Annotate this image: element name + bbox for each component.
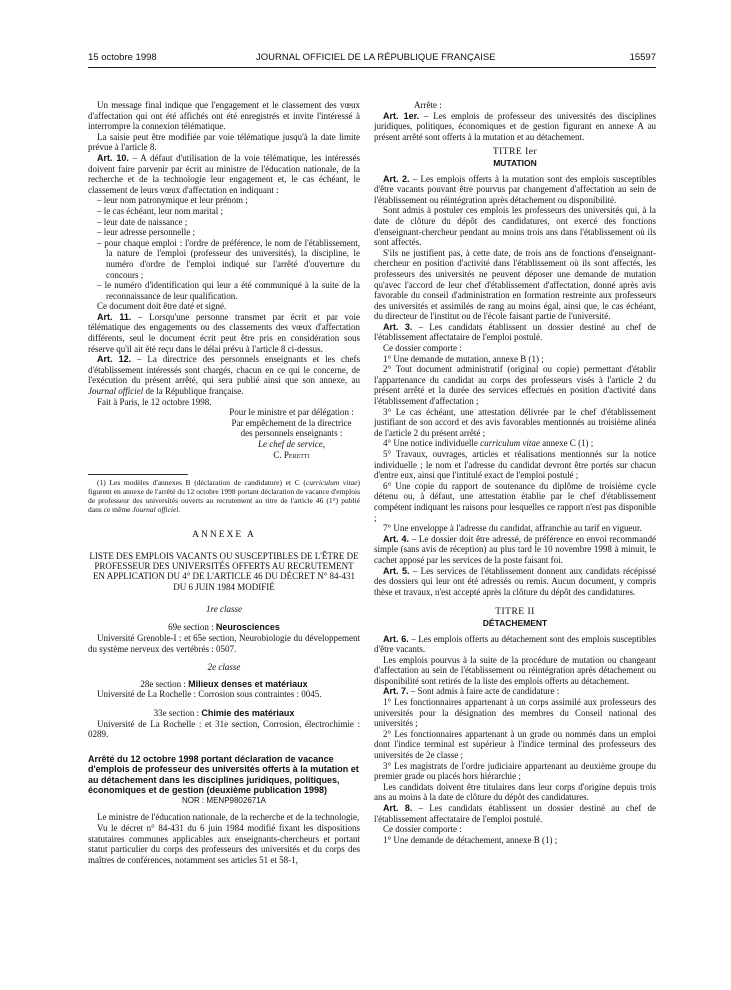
- list-item-cv: curriculum vitae: [480, 438, 540, 449]
- article-5: [374, 566, 656, 598]
- arrete-title: Arrêté du 12 octobre 1998 portant déclaration de vacance d'emplois de professeur des universités offerts à la mutation et au détachement dans les disciplines juridiques, politiques, économiques et de gestion (deuxième publication 1998): [88, 753, 359, 796]
- list-item: 5° Travaux, ouvrages, articles et réalisations mentionnés sur la notice individuelle ; le nom et l'adresse du candidat devront être portés sur chacun d'entre eux, ainsi que l'intitulé exact de l'emploi postulé ;: [374, 449, 656, 481]
- article-number: Art. 7.: [383, 686, 409, 697]
- paragraph: Ce document doit être daté et signé.: [97, 301, 227, 312]
- article-6: [374, 634, 656, 655]
- signature-title: Le chef de service,: [258, 439, 325, 449]
- article-text: – Lorsqu'une personne transmet par écrit et par voie télématique des engagements ou des classements des vœux d'affectation différents, seul le document écrit peut être pris en considération sous réserve qu'il ait été reçu dans le délai prévu à l'article 8 ci-dessus.: [88, 311, 360, 354]
- article-text: – Les emplois offerts à la mutation sont des emplois susceptibles d'être vacants pouvant être pourvus par changement d'affectation au sein de l'établissement ou réintégration après détachement ou disponibilité.: [374, 173, 657, 205]
- article-text: – Les emplois de professeur des universités des disciplines juridiques, politiques, économiques et de gestion figurant en annexe A au présent arrêté sont offerts à la mutation et au détachement.: [374, 110, 656, 142]
- list-item: 7° Une enveloppe à l'adresse du candidat, affranchie au tarif en vigueur.: [383, 523, 642, 534]
- signature-line: des personnels enseignants :: [240, 428, 343, 439]
- header-journal: JOURNAL OFFICIEL DE LA RÉPUBLIQUE FRANÇAISE: [256, 52, 496, 63]
- journal-officiel-ref: Journal officiel: [88, 386, 144, 397]
- paragraph: La saisie peut être modifiée par voie télématique jusqu'à la date limite prévue à l'article 8.: [88, 131, 360, 153]
- section-entry: Université de La Rochelle : Corrosion sous contraintes : 0045.: [97, 689, 322, 700]
- list-item: – leur date de naissance ;: [97, 216, 188, 227]
- list-item-text: 4° Une notice individuelle: [383, 438, 481, 449]
- section-entry: Université Grenoble-I : et 65e section, Neurobiologie du développement du système nerveux des vertébrés : 0507.: [88, 632, 360, 654]
- footnote-rule: [88, 474, 188, 475]
- signature-line: Pour le ministre et par délégation :: [229, 407, 354, 418]
- article-text: – Le dossier doit être adressé, de préférence en envoi recommandé simple (sans avis de réception) au plus tard le 10 novembre 1998 à minuit, le cachet apposé par les services de la poste faisant foi.: [374, 533, 657, 565]
- article-number: Art. 10.: [97, 152, 129, 163]
- section-number: 69e section :: [168, 622, 216, 633]
- article-text: – Les candidats établissent un dossier destiné au chef de l'établissement affectataire de l'emploi postulé.: [374, 321, 656, 343]
- paragraph: Le ministre de l'éducation nationale, de la recherche et de la technologie,: [97, 812, 360, 823]
- signature-name: C. Peretti: [273, 449, 310, 460]
- article-12: [88, 354, 360, 396]
- article-number: Art. 5.: [383, 565, 410, 576]
- footnote: [88, 479, 360, 514]
- nor-reference: NOR : MENP9802671A: [181, 795, 267, 805]
- list-item-text: annexe C (1) ;: [539, 438, 594, 449]
- section-name: Milieux denses et matériaux: [188, 678, 308, 689]
- annexe-heading: LISTE DES EMPLOIS VACANTS OU SUSCEPTIBLES DE L'ÊTRE DE PROFESSEUR DES UNIVERSITÉS OFFERTS AU RECRUTEMENT EN APPLICATION DU 4° DE L'ARTICLE 46 DU DÉCRET N° 84-431 DU 6 JUIN 1984 MODIFIÉ: [89, 550, 359, 592]
- list-item: 3° Les magistrats de l'ordre judiciaire appartenant au deuxième groupe du premier grade ou placés hors hiérarchie ;: [374, 760, 656, 782]
- header-date: 15 octobre 1998: [88, 52, 157, 63]
- article-text: – Les candidats établissent un dossier destiné au chef de l'établissement affectataire de l'emploi postulé.: [374, 803, 656, 824]
- article-number: Art. 3.: [383, 321, 413, 332]
- left-column: [88, 100, 360, 865]
- list-item: – pour chaque emploi : l'ordre de préférence, le nom de l'établissement, la nature de l'emploi (professeur des universités), la discipline, le numéro d'ordre de l'emploi indiqué sur l'arrêté d'ouverture du concours ;: [97, 237, 360, 280]
- page-header: [88, 52, 656, 66]
- list-item: 1° Les fonctionnaires appartenant à un corps assimilé aux professeurs des universités pour la désignation des membres du Conseil national des universités ;: [374, 697, 656, 729]
- section-heading: [88, 679, 360, 690]
- arrete-word: Arrête :: [414, 100, 442, 110]
- article-text: – Les emplois offerts au détachement sont des emplois susceptibles d'être vacants.: [374, 633, 657, 655]
- article-number: Art. 8.: [383, 803, 413, 813]
- article-8: [374, 803, 656, 824]
- article-number: Art. 4.: [383, 533, 409, 544]
- right-column: [374, 100, 656, 845]
- classe-heading: 1re classe: [206, 603, 242, 614]
- article-text: – Sont admis à faire acte de candidature :: [408, 686, 560, 697]
- article-2: [374, 174, 656, 206]
- section-name: Neurosciences: [215, 622, 280, 633]
- paragraph: Vu le décret n° 84-431 du 6 juin 1984 modifié fixant les dispositions statutaires communes applicables aux enseignants-chercheurs et portant statut particulier du corps des professeurs des universités et du corps des maîtres de conférences, notamment ses articles 51 et 58-1,: [88, 822, 360, 865]
- list-item: 1° Une demande de mutation, annexe B (1) ;: [383, 353, 544, 364]
- list-item: 2° Les fonctionnaires appartenant à un grade ou nommés dans un emploi dont l'indice terminal est supérieur à l'indice terminal des professeurs des universités de 2e classe ;: [374, 728, 656, 761]
- article-number: Art. 6.: [383, 633, 409, 644]
- paragraph: Les emplois pourvus à la suite de la procédure de mutation ou changeant d'affectation au sein de l'établissement ou réintégration après détachement ou disponibilité sont retirés de la liste des emplois offerts au détachement.: [374, 654, 656, 686]
- article-number: Art. 2.: [383, 173, 410, 184]
- list-item: [374, 438, 656, 449]
- list-item: 2° Tout document administratif (original ou copie) permettant d'établir l'appartenance du candidat au corps des professeurs visés à l'article 2 du présent arrêté et la durée des services effectués en position d'activité dans l'établissement d'affectation ;: [374, 364, 656, 407]
- footnote-jo: Journal officiel.: [132, 504, 181, 514]
- article-text: – Les services de l'établissement donnent aux candidats récépissé des dossiers qui leur ont été adressés ou remis. Aucun document, y compris thèse et travaux, n'est accepté après la clôture du dépôt des candidatures.: [374, 565, 656, 597]
- section-number: 33e section :: [153, 707, 202, 718]
- annexe-title: ANNEXE A: [192, 530, 256, 541]
- fait-a-paris: Fait à Paris, le 12 octobre 1998.: [97, 396, 212, 407]
- article-number: Art. 11.: [97, 311, 132, 322]
- sub-heading: DÉTACHEMENT: [482, 617, 548, 628]
- list-item: 6° Une copie du rapport de soutenance du diplôme de troisième cycle détenu ou, à défaut, une attestation établie par le chef d'établissement compétent indiquant les raisons pour lesquelles ce rapport n'est pas disponible ;: [374, 480, 656, 523]
- list-item: – le numéro d'identification qui leur a été communiqué à la suite de la reconnaissance de leur qualification.: [97, 280, 360, 301]
- section-entry: Université de La Rochelle : et 31e section, Corrosion, électrochimie : 0289.: [88, 718, 360, 740]
- article-number: Art. 1er.: [383, 110, 420, 121]
- paragraph: S'ils ne justifient pas, à cette date, de trois ans de fonctions d'enseignant-chercheur en position d'activité dans l'établissement où ils sont affectés, les professeurs des universités ne peuvent déposer une demande de mutation qu'avec l'accord de leur chef d'établissement d'affectation, donné après avis favorable du conseil d'administration en formation restreinte aux professeurs des universités et assimilés de rang au moins égal, ainsi que, le cas échéant, du directeur de l'institut ou de l'école faisant partie de l'université.: [374, 247, 656, 322]
- article-10: [88, 153, 360, 195]
- article-7: [374, 686, 656, 697]
- paragraph: Un message final indique que l'engagement et le classement des vœux d'affectation qui ont été affichés ont été enregistrés et invite l'intéressé à interrompre la connexion télématique.: [88, 100, 360, 132]
- paragraph: Sont admis à postuler ces emplois les professeurs des universités qui, à la date de clôture du dépôt des candidatures, ont exercé des fonctions d'enseignant-chercheur pendant au moins trois ans dans l'établissement où ils sont affectés.: [374, 205, 656, 248]
- footnote-text: (1) Les modèles d'annexes B (déclaration de candidature) et C (: [97, 478, 306, 488]
- section-number: 28e section :: [140, 678, 189, 689]
- list-item: 1° Une demande de détachement, annexe B (1) ;: [383, 834, 558, 845]
- paragraph: Ce dossier comporte :: [383, 343, 462, 354]
- list-item: – leur adresse personnelle ;: [97, 227, 195, 238]
- article-text: de la République française.: [143, 386, 244, 397]
- footnote-text: ) figurent en annexe de l'arrêté du 12 octobre 1998 portant déclaration de vacance d'emplois de professeur des universités ouverts au recrutement au titre de l'article 46 (1°) publié dans ce même: [88, 478, 361, 514]
- sub-heading: MUTATION: [493, 157, 537, 168]
- list-item: – le cas échéant, leur nom marital ;: [97, 205, 223, 216]
- article-number: Art. 12.: [97, 354, 132, 365]
- header-rule: [88, 67, 656, 68]
- article-text: – La directrice des personnels enseignants et les chefs d'établissement intéressés sont chargés, chacun en ce qui le concerne, de l'exécution du présent arrêté, qui sera publié ainsi que son annexe, au: [88, 354, 360, 386]
- classe-heading: 2e classe: [207, 662, 241, 673]
- section-heading: [88, 708, 360, 719]
- paragraph: Les candidats doivent être titulaires dans leur corps d'origine depuis trois ans au moins à la date de clôture du dépôt des candidatures.: [374, 781, 656, 803]
- footnote-cv: curriculum vitae: [305, 478, 358, 488]
- list-item: – leur nom patronymique et leur prénom ;: [97, 195, 248, 206]
- section-name: Chimie des matériaux: [201, 707, 295, 718]
- article-4: [374, 534, 656, 566]
- list-item: 3° Le cas échéant, une attestation délivrée par le chef d'établissement justifiant de son accord et des avis favorables mentionnés au troisième alinéa de l'article 2 du présent arrêté ;: [374, 406, 656, 438]
- signature-line: Par empêchement de la directrice: [231, 417, 352, 428]
- paragraph: Ce dossier comporte :: [383, 824, 462, 835]
- titre-heading: TITRE II: [495, 607, 535, 618]
- header-page-number: 15597: [629, 52, 656, 63]
- article-11: [88, 312, 360, 354]
- article-3: [374, 322, 656, 343]
- section-heading: [88, 622, 360, 633]
- titre-heading: TITRE Ier: [492, 147, 538, 158]
- article-text: – A défaut d'utilisation de la voie télématique, les intéressés doivent faire parvenir par écrit au ministre de l'éducation nationale, de la recherche et de la technologie leur engagement et, le cas échéant, le classement de leurs vœux d'affectation en indiquant :: [88, 152, 360, 195]
- article-1: [374, 111, 656, 143]
